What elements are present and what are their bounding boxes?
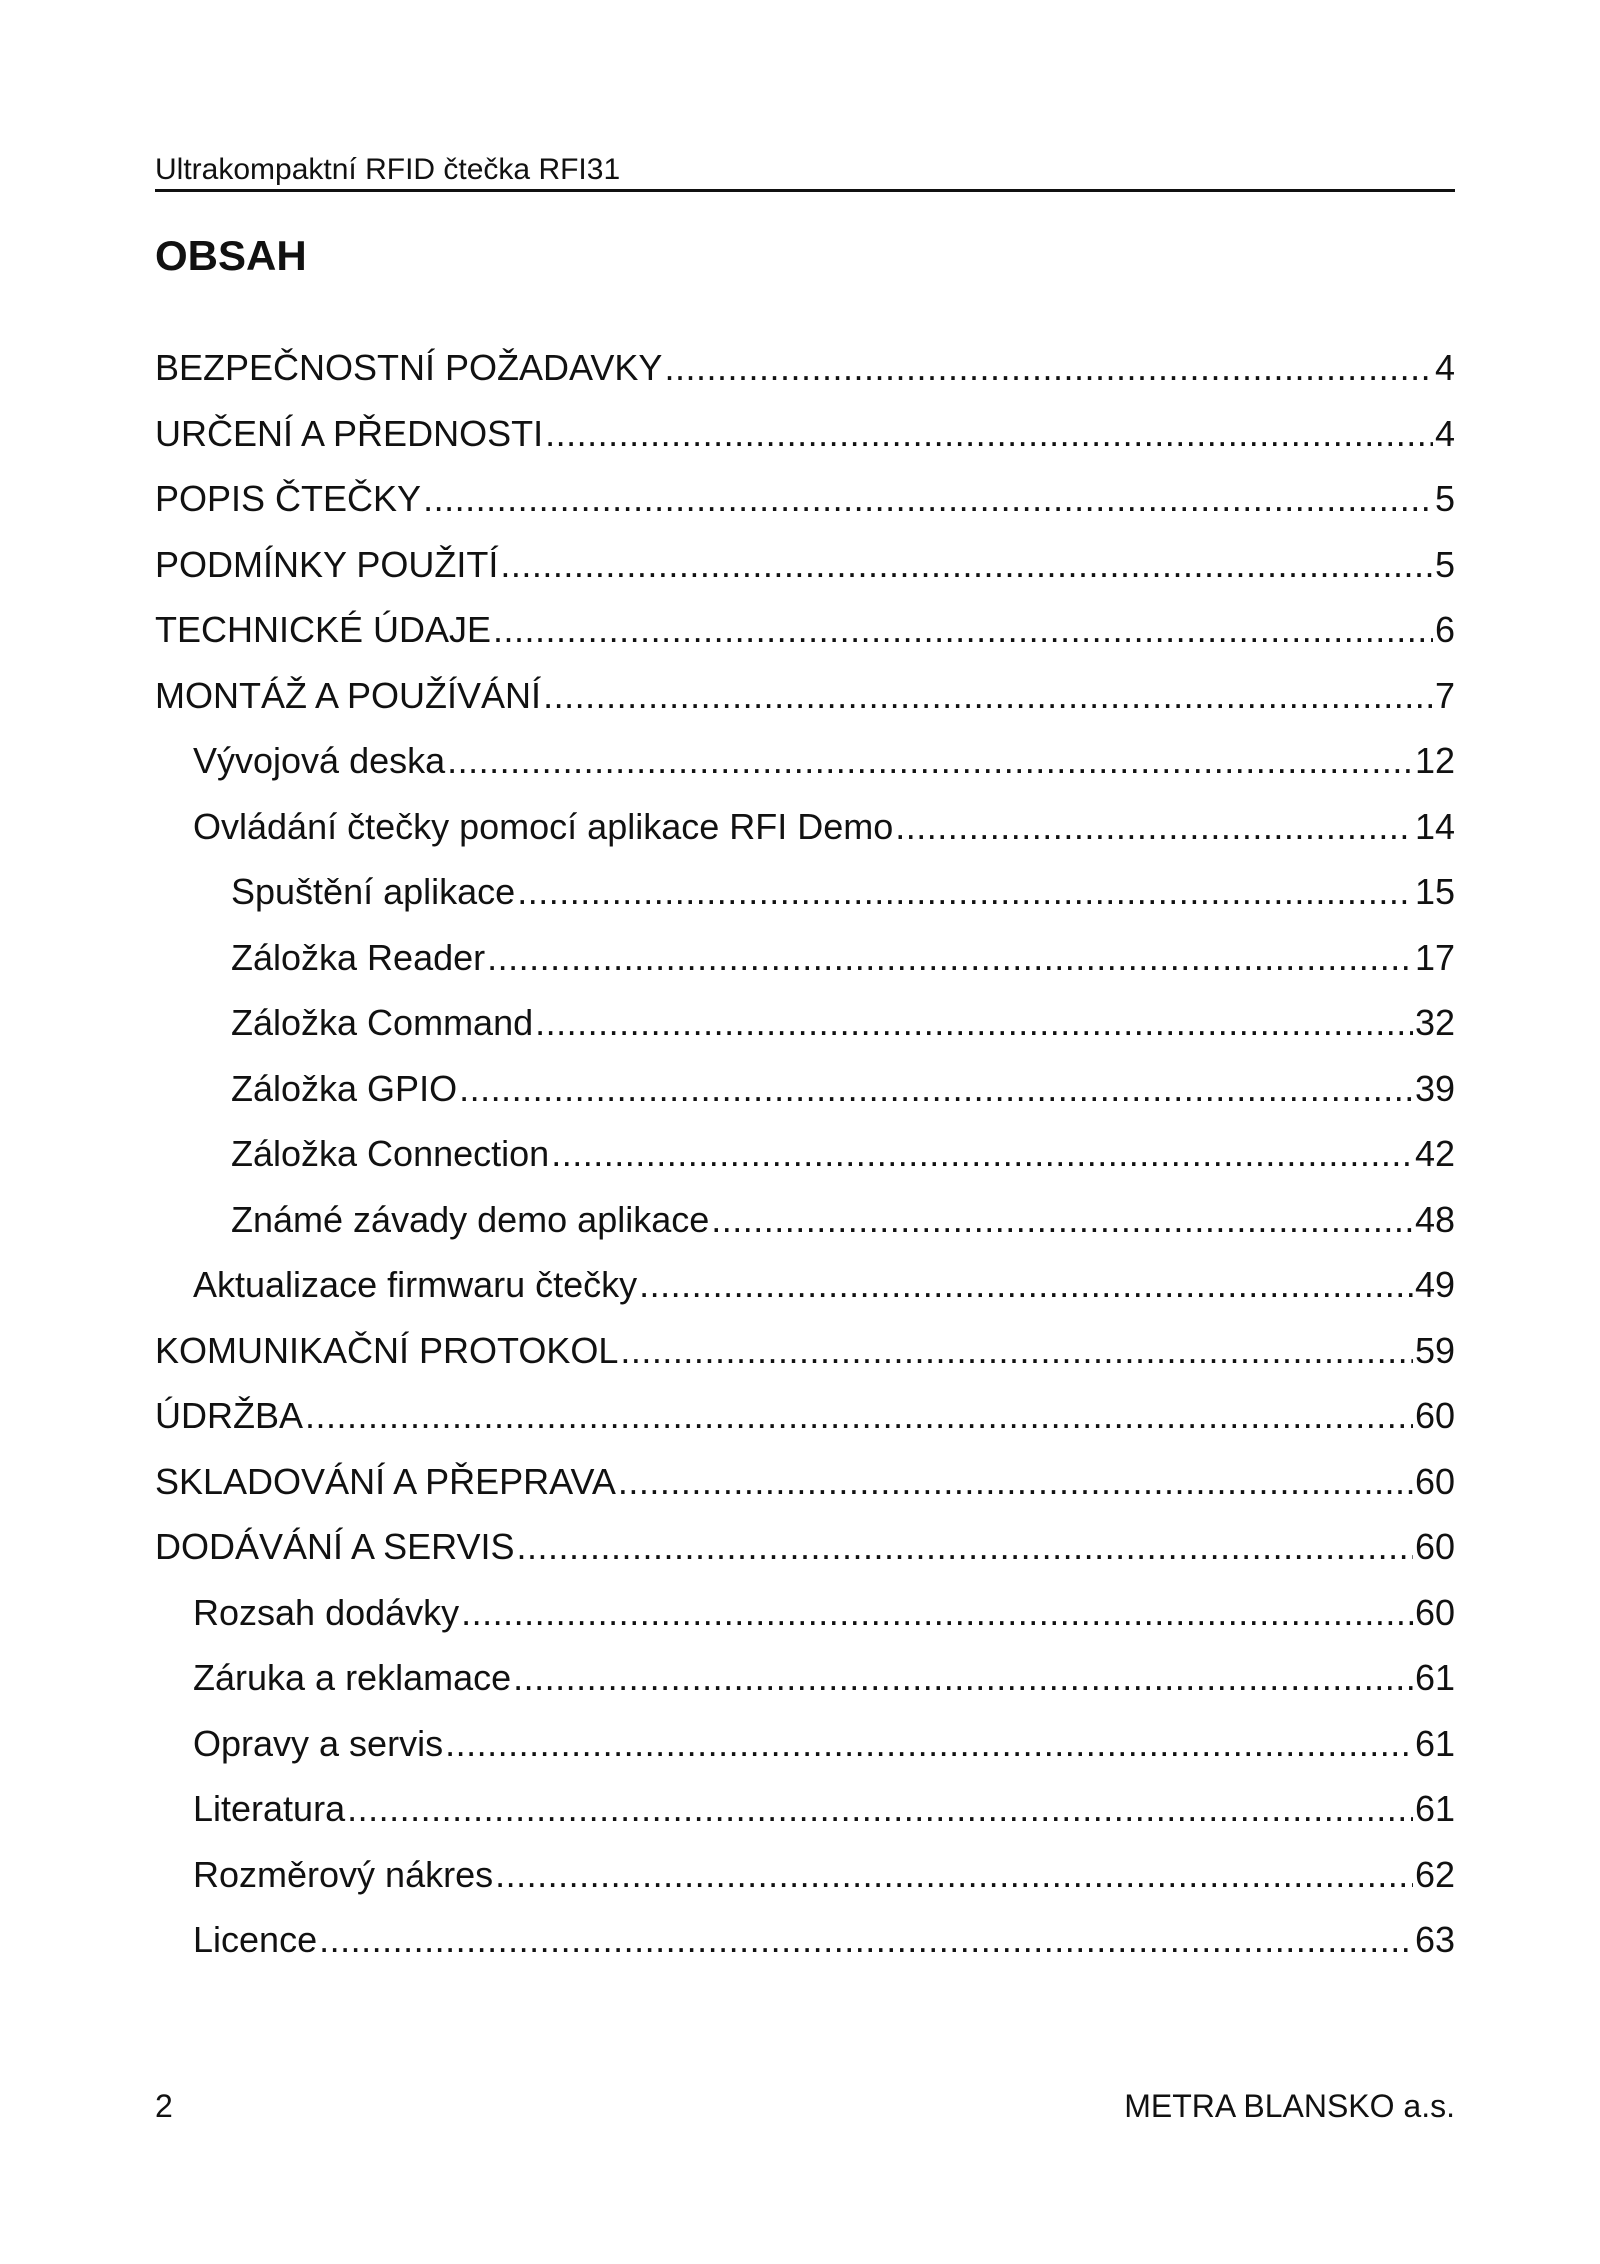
toc-entry-label: Rozměrový nákres bbox=[193, 1853, 494, 1895]
toc-entry-page: 48 bbox=[1414, 1198, 1455, 1240]
toc-entry-page: 42 bbox=[1414, 1133, 1455, 1174]
toc-entry bbox=[155, 1263, 1455, 1329]
toc-dot-leader bbox=[447, 739, 1413, 783]
toc-dot-leader bbox=[516, 1525, 1412, 1569]
toc-entry bbox=[155, 1329, 1455, 1395]
toc-entry-label: Rozsah dodávky bbox=[193, 1591, 460, 1633]
toc-entry-label: Vývojová deska bbox=[193, 740, 446, 781]
toc-dot-leader bbox=[664, 346, 1433, 390]
toc-entry-label: Záložka Reader bbox=[231, 936, 486, 978]
toc-dot-leader bbox=[487, 936, 1413, 980]
toc-entry-page: 4 bbox=[1434, 347, 1455, 388]
toc-entry bbox=[155, 412, 1455, 478]
toc-dot-leader bbox=[551, 1132, 1413, 1176]
toc-entry bbox=[155, 1787, 1455, 1853]
toc-entry-label: DODÁVÁNÍ A SERVIS bbox=[155, 1526, 515, 1567]
toc-title: OBSAH bbox=[155, 232, 307, 279]
toc-entry-page: 32 bbox=[1414, 1002, 1455, 1043]
toc-entry-page: 49 bbox=[1414, 1264, 1455, 1305]
toc-entry-label: Opravy a servis bbox=[193, 1722, 444, 1764]
toc-dot-leader bbox=[711, 1198, 1413, 1242]
toc-dot-leader bbox=[639, 1263, 1413, 1307]
toc-entry bbox=[155, 1460, 1455, 1526]
toc-entry-page: 60 bbox=[1414, 1526, 1455, 1567]
toc-entry-page: 39 bbox=[1414, 1067, 1455, 1109]
toc-entry-page: 61 bbox=[1414, 1788, 1455, 1829]
toc-entry bbox=[155, 870, 1455, 936]
toc-dot-leader bbox=[500, 543, 1433, 587]
toc-entry-label: ÚDRŽBA bbox=[155, 1395, 304, 1436]
toc-entry-label: PODMÍNKY POUŽITÍ bbox=[155, 543, 499, 585]
toc-entry bbox=[155, 674, 1455, 740]
toc-entry-page: 12 bbox=[1414, 740, 1455, 781]
toc-entry-page: 7 bbox=[1434, 674, 1455, 716]
toc-dot-leader bbox=[517, 870, 1413, 914]
toc-entry-label: Licence bbox=[193, 1919, 318, 1960]
toc-entry-label: Záložka GPIO bbox=[231, 1067, 458, 1109]
toc-entry-page: 61 bbox=[1414, 1722, 1455, 1764]
toc-entry bbox=[155, 1722, 1455, 1788]
toc-dot-leader bbox=[347, 1787, 1413, 1831]
toc-entry-label: BEZPEČNOSTNÍ POŽADAVKY bbox=[155, 347, 663, 388]
toc-entry bbox=[155, 936, 1455, 1002]
toc-dot-leader bbox=[618, 1460, 1413, 1504]
running-header-title: Ultrakompaktní RFID čtečka RFI31 bbox=[155, 153, 621, 186]
toc-dot-leader bbox=[895, 805, 1413, 849]
toc-dot-leader bbox=[459, 1067, 1413, 1111]
toc-entry bbox=[155, 477, 1455, 543]
toc-entry-label: URČENÍ A PŘEDNOSTI bbox=[155, 412, 544, 454]
toc-entry-page: 60 bbox=[1414, 1460, 1455, 1502]
running-header bbox=[155, 153, 1455, 192]
toc-entry bbox=[155, 543, 1455, 609]
toc-entry-label: Aktualizace firmwaru čtečky bbox=[193, 1264, 638, 1305]
toc-entry bbox=[155, 805, 1455, 871]
toc-entry bbox=[155, 608, 1455, 674]
toc-dot-leader bbox=[535, 1001, 1413, 1045]
toc-entry bbox=[155, 1067, 1455, 1133]
toc-entry bbox=[155, 346, 1455, 412]
toc-entry-label: Ovládání čtečky pomocí aplikace RFI Demo bbox=[193, 805, 894, 847]
toc-dot-leader bbox=[620, 1329, 1413, 1373]
toc-entry-label: Spuštění aplikace bbox=[231, 871, 516, 912]
toc-dot-leader bbox=[423, 477, 1433, 521]
toc-entry-page: 5 bbox=[1434, 543, 1455, 585]
toc-entry-page: 62 bbox=[1414, 1853, 1455, 1895]
toc-dot-leader bbox=[445, 1722, 1413, 1766]
toc-entry bbox=[155, 1132, 1455, 1198]
toc-entry-label: TECHNICKÉ ÚDAJE bbox=[155, 609, 492, 650]
toc-dot-leader bbox=[461, 1591, 1413, 1635]
toc-dot-leader bbox=[543, 674, 1433, 718]
toc-entry-label: Záložka Command bbox=[231, 1002, 534, 1043]
toc-entry-page: 17 bbox=[1414, 936, 1455, 978]
toc-entry-label: Záruka a reklamace bbox=[193, 1657, 512, 1698]
toc-entry-label: KOMUNIKAČNÍ PROTOKOL bbox=[155, 1329, 619, 1371]
page-number: 2 bbox=[155, 2088, 173, 2124]
toc-entry bbox=[155, 1918, 1455, 1984]
toc-entry bbox=[155, 1656, 1455, 1722]
toc-entry-label: SKLADOVÁNÍ A PŘEPRAVA bbox=[155, 1460, 616, 1502]
toc-entry-page: 6 bbox=[1434, 609, 1455, 650]
toc-entry bbox=[155, 1853, 1455, 1919]
toc-entry-page: 59 bbox=[1414, 1329, 1455, 1371]
toc-dot-leader bbox=[495, 1853, 1413, 1897]
toc-entry-page: 60 bbox=[1414, 1591, 1455, 1633]
toc-entry-page: 63 bbox=[1414, 1919, 1455, 1960]
toc-entry-page: 14 bbox=[1414, 805, 1455, 847]
toc-dot-leader bbox=[513, 1656, 1413, 1700]
toc-dot-leader bbox=[319, 1918, 1413, 1962]
toc-entry-label: MONTÁŽ A POUŽÍVÁNÍ bbox=[155, 674, 542, 716]
toc-entry-page: 60 bbox=[1414, 1395, 1455, 1436]
toc-entry bbox=[155, 1198, 1455, 1264]
toc-entry-page: 5 bbox=[1434, 478, 1455, 519]
publisher-name: METRA BLANSKO a.s. bbox=[1124, 2088, 1455, 2124]
toc-entry-page: 4 bbox=[1434, 412, 1455, 454]
toc-entry-label: Známé závady demo aplikace bbox=[231, 1198, 710, 1240]
toc-entry-label: Literatura bbox=[193, 1788, 346, 1829]
toc-entry bbox=[155, 1525, 1455, 1591]
toc-entry-page: 15 bbox=[1414, 871, 1455, 912]
toc-entry bbox=[155, 1591, 1455, 1657]
toc-dot-leader bbox=[305, 1394, 1413, 1438]
toc-entry bbox=[155, 1394, 1455, 1460]
toc-entry-label: POPIS ČTEČKY bbox=[155, 478, 422, 519]
toc-entry-label: Záložka Connection bbox=[231, 1133, 550, 1174]
toc-entry-page: 61 bbox=[1414, 1657, 1455, 1698]
toc-entry bbox=[155, 739, 1455, 805]
toc-dot-leader bbox=[545, 412, 1433, 456]
toc-dot-leader bbox=[493, 608, 1433, 652]
toc-entry bbox=[155, 1001, 1455, 1067]
table-of-contents bbox=[155, 346, 1455, 1984]
